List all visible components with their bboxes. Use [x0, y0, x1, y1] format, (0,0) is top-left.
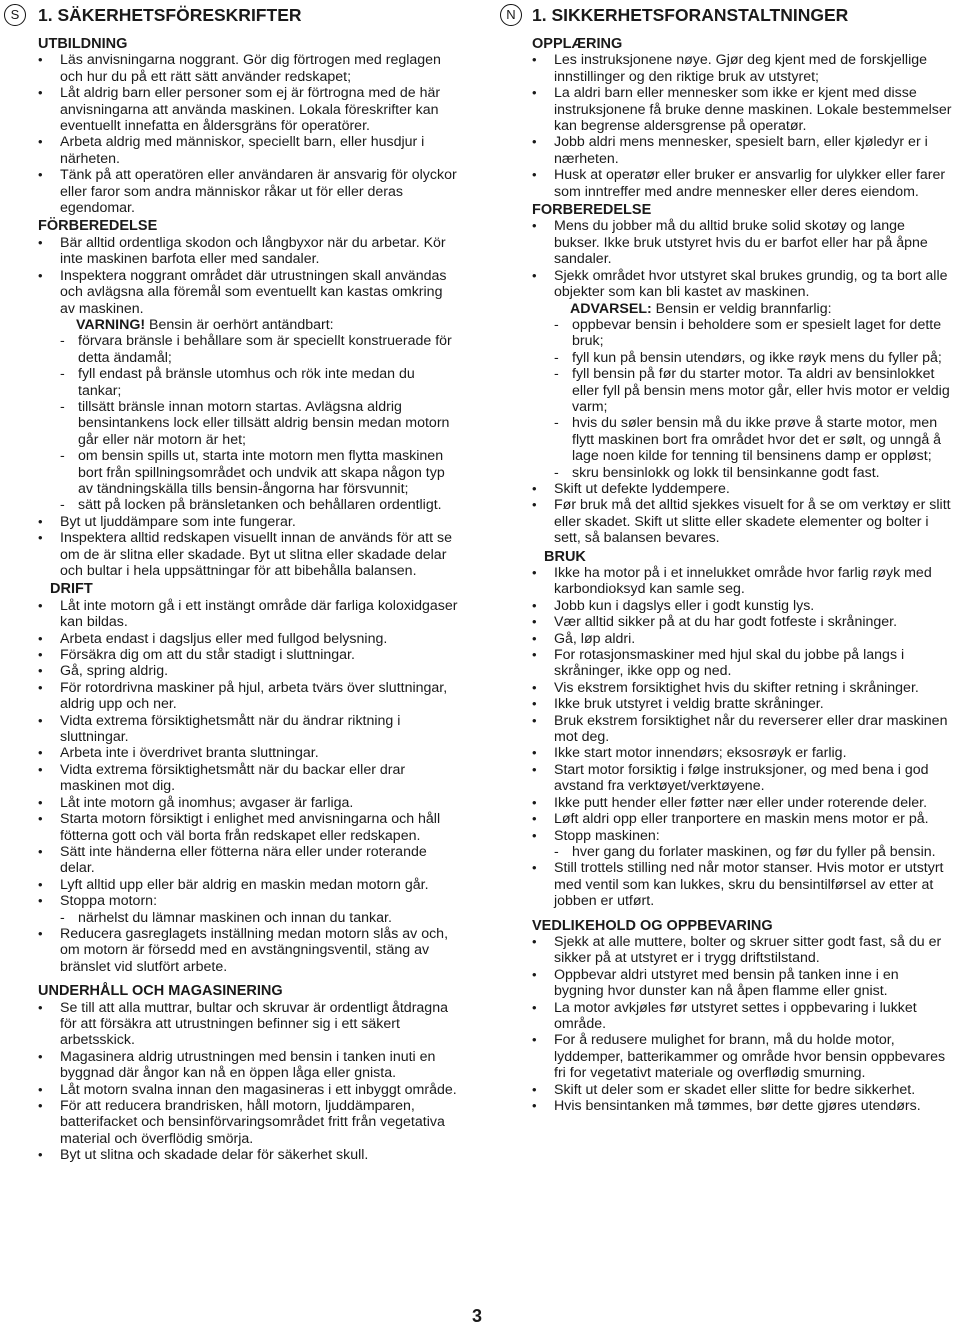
dash-item: - hvis du søler bensin må du ikke prøve å starte motor, men flytt maskinen bort fra området hvor det er sølt, og unngå å lage noen kilde for tenning til bensinens damp er oppløst;	[532, 415, 952, 464]
dash-item: - om bensin spills ut, starta inte motorn men flytta maskinen bort från spillningsområdet och undvik att skapa någon typ av tändningskälla tills bensin-ångorna har försvunnit;	[38, 448, 458, 497]
dash-item: - skru bensinlokk og lokk til bensinkanne godt fast.	[532, 465, 952, 481]
list-item: • Gå, spring aldrig.	[38, 663, 458, 679]
page-number: 3	[472, 1306, 483, 1326]
list-item: • För rotordrivna maskiner på hjul, arbeta tvärs över sluttningar, aldrig upp och ner.	[38, 680, 458, 713]
list-item: • La aldri barn eller mennesker som ikke er kjent med disse instruksjonene få bruke denne maskinen. Lokale bestemmelser kan begrense aldersgrense på operatør.	[532, 85, 952, 134]
list-item: • Ikke start motor innendørs; eksosrøyk er farlig.	[532, 745, 952, 761]
list-item: • Stoppa motorn:	[38, 893, 458, 909]
list-item: • Inspektera noggrant området där utrustningen skall användas och avlägsna alla föremål som eventuellt kan kastas omkring av maskinen.	[38, 268, 458, 317]
heading-forberedelse-no: FORBEREDELSE	[532, 202, 652, 219]
section-title-no: 1. SIKKERHETSFORANSTALTNINGER	[532, 5, 849, 25]
list-item: • Oppbevar aldri utstyret med bensin på tanken inne i en bygning hvor dunster kan nå åpen flamme eller gnist.	[532, 967, 952, 1000]
list-drift-more	[38, 926, 458, 975]
list-forberedelse-no-more	[532, 481, 952, 547]
list-item: • Låt inte motorn gå i ett instängt område där farliga koloxidgaser kan bildas.	[38, 598, 458, 631]
dash-item: - hver gang du forlater maskinen, og før du fyller på bensin.	[532, 844, 952, 860]
list-drift	[38, 598, 458, 910]
list-item: • Før bruk må det alltid sjekkes visuelt for å se om verktøy er slitt eller skadet. Skift ut slitte eller skadete elementer og bolter i sett, så balansen bevares.	[532, 497, 952, 546]
list-item: • Byt ut ljuddämpare som inte fungerar.	[38, 514, 458, 530]
list-item: • Lyft alltid upp eller bär aldrig en maskin medan motorn går.	[38, 877, 458, 893]
column-norwegian	[532, 4, 952, 1114]
list-item: • Läs anvisningarna noggrant. Gör dig förtrogen med reglagen och hur du på ett rätt sätt använder redskapet;	[38, 52, 458, 85]
warning-line	[38, 317, 458, 333]
list-item: • Skift ut deler som er skadet eller slitte for bedre sikkerhet.	[532, 1082, 952, 1098]
list-item: • Start motor forsiktig i følge instruksjoner, og med bena i god avstand fra verktøyet/verktøyene.	[532, 762, 952, 795]
list-item: • Arbeta inte i överdrivet branta sluttningar.	[38, 745, 458, 761]
list-item: • Bruk ekstrem forsiktighet når du reverserer eller drar maskinen mot deg.	[532, 713, 952, 746]
list-item: • Still trottels stilling ned når motor stanser. Hvis motor er utstyrt med ventil som kan lukkes, skru du bensintilførsel av etter at jobben er utført.	[532, 860, 952, 909]
list-item: • Husk at operatør eller bruker er ansvarlig for ulykker eller farer som inntreffer med andre mennesker eller deres eiendom.	[532, 167, 952, 200]
list-forberedelse	[38, 235, 458, 317]
list-item: • Gå, løp aldri.	[532, 631, 952, 647]
list-item: • Vidta extrema försiktighetsmått när du ändrar riktning i sluttningar.	[38, 713, 458, 746]
list-item: • Mens du jobber må du alltid bruke solid skotøy og lange bukser. Ikke bruk utstyret hvis du er barfot eller har på åpne sandaler.	[532, 218, 952, 267]
dash-item: - sätt på locken på bränsletanken och behållaren ordentligt.	[38, 497, 458, 513]
heading-drift: DRIFT	[50, 581, 93, 598]
list-item: • For rotasjonsmaskiner med hjul skal du jobbe på langs i skråninger, ikke opp og ned.	[532, 647, 952, 680]
section-title-sv: 1. SÄKERHETSFÖRESKRIFTER	[38, 5, 302, 25]
list-item: • Byt ut slitna och skadade delar för säkerhet skull.	[38, 1147, 458, 1163]
list-item: • För att reducera brandrisken, håll motorn, ljuddämparen, batterifacket och bensinförvaringsområdet fritt från vegetativa material och överflödig smörja.	[38, 1098, 458, 1147]
list-item: • Sätt inte händerna eller fötterna nära eller under roterande delar.	[38, 844, 458, 877]
list-item: • Magasinera aldrig utrustningen med bensin i tanken inuti en byggnad där ångor kan nå en öppen låga eller gnista.	[38, 1049, 458, 1082]
list-item: • Sjekk området hvor utstyret skal brukes grundig, og ta bort alle objekter som kan bli kastet av maskinen.	[532, 268, 952, 301]
warning-text: Bensin är oerhört antändbart:	[145, 316, 334, 333]
heading-forberedelse: FÖRBEREDELSE	[38, 218, 158, 235]
list-item: • La motor avkjøles før utstyret settes i oppbevaring i lukket område.	[532, 1000, 952, 1033]
list-item: • Ikke ha motor på i et innelukket område hvor farlig røyk med karbondioksyd kan samle seg.	[532, 565, 952, 598]
dash-item: - förvara bränsle i behållare som är speciellt konstruerade för detta ändamål;	[38, 333, 458, 366]
list-item: • For å redusere mulighet for brann, må du holde motor, lyddemper, batterikammer og område hvor bensin oppbevares fri for vegetativt materiale og overflødig smurning.	[532, 1032, 952, 1081]
list-item: • Stopp maskinen:	[532, 828, 952, 844]
list-item: • Försäkra dig om att du står stadigt i sluttningar.	[38, 647, 458, 663]
list-bruk	[532, 565, 952, 844]
list-item: • Låt motorn svalna innan den magasineras i ett inbyggt område.	[38, 1082, 458, 1098]
list-item: • Hvis bensintanken må tømmes, bør dette gjøres utendørs.	[532, 1098, 952, 1114]
list-vedlikehold	[532, 934, 952, 1114]
dash-item: - närhelst du lämnar maskinen och innan du tankar.	[38, 910, 458, 926]
list-bruk-more	[532, 860, 952, 909]
list-forberedelse-more	[38, 514, 458, 580]
warning-label: VARNING!	[76, 316, 146, 333]
list-forberedelse-no	[532, 218, 952, 300]
list-item: • Vidta extrema försiktighetsmått när du backar eller drar maskinen mot dig.	[38, 762, 458, 795]
list-item: • Ikke bruk utstyret i veldig bratte skråninger.	[532, 696, 952, 712]
list-item: • Ikke putt hender eller føtter nær eller under roterende deler.	[532, 795, 952, 811]
language-badge-no: N	[500, 4, 522, 26]
heading-underhall: UNDERHÅLL OCH MAGASINERING	[38, 983, 283, 1000]
dash-item: - tillsätt bränsle innan motorn startas. Avlägsna aldrig bensintankens lock eller tillsätt aldrig bensin medan motorn går eller när motorn är het;	[38, 399, 458, 448]
list-item: • Låt aldrig barn eller personer som ej är förtrogna med de här anvisningarna att använda maskinen. Lokala föreskrifter kan eventuellt innefatta en åldersgräns för operatörer.	[38, 85, 458, 134]
warning-label: ADVARSEL:	[570, 300, 652, 317]
list-item: • Inspektera alltid redskapen visuellt innan de används för att se om de är slitna eller skadade. Byt ut slitna eller skadade delar och bultar i hela uppsättningar för att bibehålla balansen.	[38, 530, 458, 579]
heading-utbildning: UTBILDNING	[38, 36, 128, 52]
list-underhall	[38, 1000, 458, 1164]
dash-item: - fyll kun på bensin utendørs, og ikke røyk mens du fyller på;	[532, 350, 952, 366]
column-swedish	[38, 4, 458, 1164]
dash-item: - fyll bensin på før du starter motor. Ta aldri av bensinlokket eller fyll på bensin mens motor går, eller hvis motor er veldig varm;	[532, 366, 952, 415]
dash-item: - fyll endast på bränsle utomhus och rök inte medan du tankar;	[38, 366, 458, 399]
heading-opplaering: OPPLÆRING	[532, 36, 623, 52]
list-item: • Vis ekstrem forsiktighet hvis du skifter retning i skråninger.	[532, 680, 952, 696]
list-item: • Arbeta aldrig med människor, speciellt barn, eller husdjur i närheten.	[38, 134, 458, 167]
list-item: • Starta motorn försiktigt i enlighet med anvisningarna och håll fötterna gott och väl borta från redskapet eller redskapen.	[38, 811, 458, 844]
list-item: • Jobb aldri mens mennesker, spesielt barn, eller kjøledyr er i nærheten.	[532, 134, 952, 167]
list-opplaering	[532, 52, 952, 200]
heading-vedlikehold: VEDLIKEHOLD OG OPPBEVARING	[532, 917, 773, 934]
list-item: • Løft aldri opp eller tranportere en maskin mens motor er på.	[532, 811, 952, 827]
heading-bruk: BRUK	[544, 548, 586, 565]
list-item: • Arbeta endast i dagsljus eller med fullgod belysning.	[38, 631, 458, 647]
warning-text: Bensin er veldig brannfarlig:	[651, 300, 832, 317]
warning-line	[532, 301, 952, 317]
list-item: • Låt inte motorn gå inomhus; avgaser är farliga.	[38, 795, 458, 811]
list-item: • Skift ut defekte lyddempere.	[532, 481, 952, 497]
list-item: • Reducera gasreglagets inställning medan motorn slås av och, om motorn är försedd med en avstängningsventil, stäng av bränslet vid slutfört arbete.	[38, 926, 458, 975]
list-item: • Sjekk at alle muttere, bolter og skruer sitter godt fast, så du er sikker på at utstyret er i trygg driftstilstand.	[532, 934, 952, 967]
list-item: • Les instruksjonene nøye. Gjør deg kjent med de forskjellige innstillinger og den riktige bruk av utstyret;	[532, 52, 952, 85]
list-item: • Bär alltid ordentliga skodon och långbyxor när du arbetar. Kör inte maskinen barfota eller med sandaler.	[38, 235, 458, 268]
list-utbildning	[38, 52, 458, 216]
dash-item: - oppbevar bensin i beholdere som er spesielt laget for dette bruk;	[532, 317, 952, 350]
list-item: • Jobb kun i dagslys eller i godt kunstig lys.	[532, 598, 952, 614]
list-item: • Tänk på att operatören eller användaren är ansvarig för olyckor eller faror som andra människor råkar ut för eller deras egendomar.	[38, 167, 458, 216]
list-item: • Vær alltid sikker på at du har godt fotfeste i skråninger.	[532, 614, 952, 630]
list-item: • Se till att alla muttrar, bultar och skruvar är ordentligt åtdragna för att försäkra att utrustningen befinner sig i ett säkert arbetsskick.	[38, 1000, 458, 1049]
language-badge-sv: S	[4, 4, 26, 26]
